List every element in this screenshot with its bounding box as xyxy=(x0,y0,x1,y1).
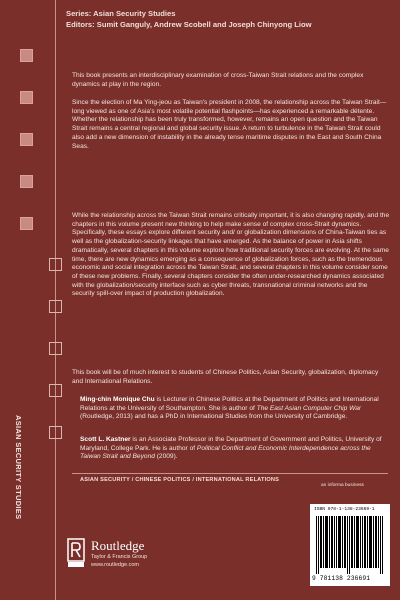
publisher-logo xyxy=(67,538,227,578)
author-bio-kastner: Scott L. Kastner is an Associate Professor in the Department of Government and Politics, University of Maryland, College Park. He is author of Political Conflict and Economic Interdependence across the Taiwan Strait and Beyond (2009). xyxy=(80,436,382,461)
informa-tagline: an informa business xyxy=(321,483,364,488)
publisher-website: www.routledge.com xyxy=(91,562,139,568)
decorative-square-filled xyxy=(20,49,33,62)
decorative-square-outline xyxy=(49,300,62,313)
author-name: Scott L. Kastner xyxy=(80,436,131,443)
blurb-paragraph-1: This book presents an interdisciplinary examination of cross-Taiwan Strait relations and the complex dynamics at play in the region. xyxy=(72,72,364,88)
publisher-name: Routledge xyxy=(91,538,145,553)
decorative-square-filled xyxy=(20,175,33,188)
publisher-group: Taylor & Francis Group xyxy=(91,554,148,560)
author-book-title: The East Asian Computer Chip War xyxy=(256,404,362,412)
author-bio-chu: Ming-chin Monique Chu is Lecturer in Chinese Politics at the Department of Politics and International Relations at the University of Southampton. She is author of The East Asian Computer Chip War (Routledge, 2013) and has a PhD in International Studies from the University of Cambridge. xyxy=(80,396,379,421)
decorative-square-outline xyxy=(49,258,62,271)
author-name: Ming-chin Monique Chu xyxy=(80,396,155,403)
decorative-square-filled xyxy=(20,217,33,230)
barcode-icon xyxy=(316,516,384,574)
isbn-barcode xyxy=(310,504,390,586)
barcode-digits: 9 781138 236691 xyxy=(312,575,371,582)
decorative-square-outline xyxy=(49,384,62,397)
series-header xyxy=(66,8,386,30)
routledge-logo-icon xyxy=(67,538,85,568)
isbn-number: ISBN 978-1-138-23669-1 xyxy=(314,507,375,512)
blurb-paragraph-4: This book will be of much interest to students of Chinese Politics, Asian Security, globalization, diplomacy and International Relations. xyxy=(72,369,379,385)
series-title: Series: Asian Security Studies xyxy=(66,9,176,18)
spine-series-title: ASIAN SECURITY STUDIES xyxy=(14,415,23,520)
author-book-title: Political Conflict and Economic Interdependence across the Taiwan Strait and Beyond xyxy=(80,444,371,461)
decorative-square-outline xyxy=(49,342,62,355)
decorative-square-outline xyxy=(49,426,62,439)
decorative-square-filled xyxy=(20,91,33,104)
divider-line xyxy=(72,473,388,474)
decorative-square-filled xyxy=(20,133,33,146)
blurb-paragraph-3: While the relationship across the Taiwan Strait remains critically important, it is also changing rapidly, and the chapters in this volume present new thinking to help make sense of complex cross-Strait dynamics. Specifically, these essays explore different security and/ or globalization dimensions of China-Taiwan ties as well as the globalization-security linkages that have emerged. As the balance of power in Asia shifts dramatically, several chapters in this volume explore how traditional security forces are evolving. At the same time, there are new dynamics emerging as a consequence of globalization forces, such as the tremendous economic and social integration across the Taiwan Strait, and several chapters in this volume consider some of these new problems. Finally, several chapters consider the often under-researched dynamics associated with the globalization/security interface such as cyber threats, transnational criminal networks and the security spill-over impact of production globalization. xyxy=(72,212,390,298)
subject-categories: ASIAN SECURITY / CHINESE POLITICS / INTERNATIONAL RELATIONS xyxy=(80,477,280,483)
series-editors: Editors: Sumit Ganguly, Andrew Scobell and Joseph Chinyong Liow xyxy=(66,20,312,29)
blurb-paragraph-2: Since the election of Ma Ying-jeou as Taiwan's president in 2008, the relationship across the Taiwan Strait—long viewed as one of Asia's most volatile potential flashpoints—has experienced a remarkable détente. Whether the relationship has been truly transformed, however, remains an open question and the Taiwan Strait remains a central regional and global security issue. A return to turbulence in the Taiwan Strait could also add a new dimension of instability in the already tense maritime disputes in the East and South China Seas. xyxy=(72,99,387,150)
